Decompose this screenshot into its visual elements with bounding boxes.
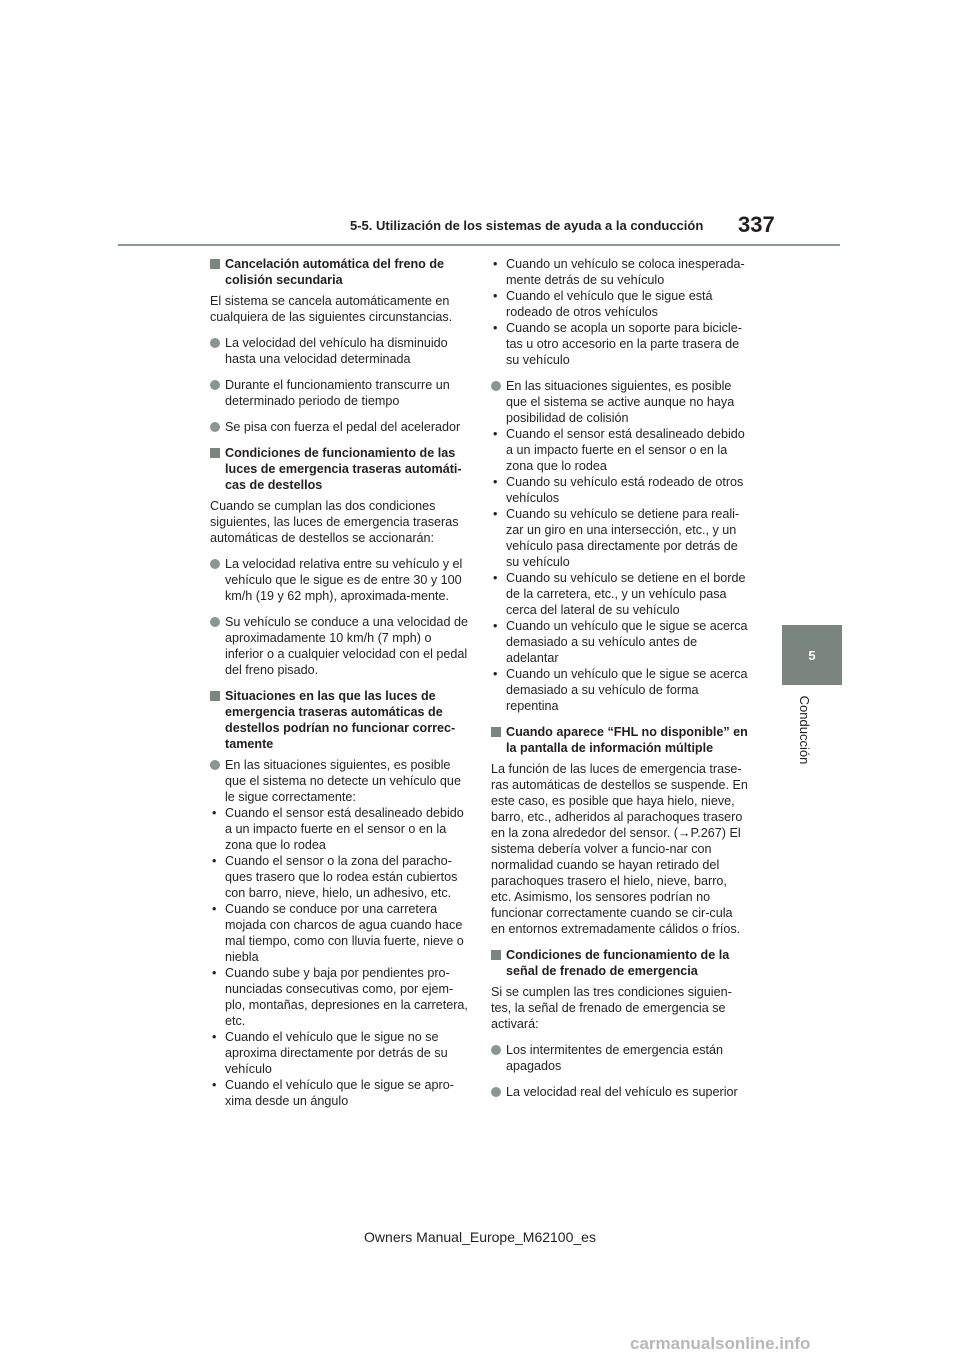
sub-bullet: • Cuando el sensor está desalineado debido a un impacto fuerte en el sensor o en la zona que lo rodea [491,426,749,474]
bullet-dot-icon [210,422,220,432]
sub-bullet: • Cuando el vehículo que le sigue está rodeado de otros vehículos [491,288,749,320]
bullet-item [210,757,468,805]
bullet-item [491,1042,749,1074]
bullet-text: Los intermitentes de emergencia están apagados [506,1043,724,1073]
bullet-dot-icon [210,760,220,770]
sub-bullet: • Cuando el sensor está desalineado debido a un impacto fuerte en el sensor o en la zona que lo rodea [210,805,468,853]
bullet-text: La velocidad del vehículo ha disminuido hasta una velocidad determinada [225,336,448,366]
sub-bullet: • Cuando un vehículo se coloca inesperada-mente detrás de su vehículo [491,256,749,288]
sub-bullet: • Cuando se conduce por una carretera mojada con charcos de agua cuando hace mal tiempo, como con lluvia fuerte, nieve o niebla [210,901,468,965]
chapter-number: 5 [808,647,816,663]
bullet-item [210,419,468,435]
sub-bullet: • Cuando un vehículo que le sigue se acerca demasiado a su vehículo de forma repentina [491,666,749,714]
bullet-item [210,335,468,367]
bullet-item [491,1084,749,1100]
section-heading: Cuando aparece “FHL no disponible” en la pantalla de información múltiple [491,724,749,756]
bullet-text: Su vehículo se conduce a una velocidad de aproximadamente 10 km/h (7 mph) o inferior o a cualquier velocidad con el pedal del freno pisado. [225,615,468,677]
bullet-item [491,378,749,426]
sub-bullet: • Cuando un vehículo que le sigue se acerca demasiado a su vehículo antes de adelantar [491,618,749,666]
bullet-item [210,377,468,409]
section-title: 5-5. Utilización de los sistemas de ayuda a la conducción [350,218,704,233]
sub-bullet: • Cuando el vehículo que le sigue no se aproxima directamente por detrás de su vehículo [210,1029,468,1077]
right-column [491,256,749,1110]
header-divider [118,244,840,246]
bullet-item [210,614,468,678]
sub-bullet: • Cuando se acopla un soporte para bicicle-tas u otro accesorio en la parte trasera de su vehículo [491,320,749,368]
section-heading: Condiciones de funcionamiento de las luces de emergencia traseras automáti-cas de destellos [210,445,468,493]
bullet-text: La velocidad relativa entre su vehículo y el vehículo que le sigue es de entre 30 y 100 km/h (19 y 62 mph), aproximada-mente. [225,557,463,603]
watermark[interactable]: carmanualsonline.info [630,1334,811,1353]
paragraph: Cuando se cumplan las dos condiciones siguientes, las luces de emergencia traseras automáticas de destellos se accionarán: [210,499,459,545]
section-heading: Cancelación automática del freno de colisión secundaria [210,256,468,288]
bullet-text: Se pisa con fuerza el pedal del acelerador [225,420,461,434]
paragraph: El sistema se cancela automáticamente en cualquiera de las siguientes circunstancias. [210,294,453,324]
bullet-dot-icon [491,1087,501,1097]
chapter-name: Conducción [797,695,812,765]
bullet-item [210,556,468,604]
sub-bullet: • Cuando el vehículo que le sigue se apro-xima desde un ángulo [210,1077,468,1109]
bullet-text: En las situaciones siguientes, es posible que el sistema se active aunque no haya posibilidad de colisión [506,379,735,425]
bullet-dot-icon [210,380,220,390]
page-number: 337 [738,212,775,237]
bullet-dot-icon [210,617,220,627]
bullet-text: Durante el funcionamiento transcurre un determinado periodo de tiempo [225,378,450,408]
sub-bullet: • Cuando sube y baja por pendientes pro-nunciadas consecutivas como, por ejem-plo, montañas, depresiones en la carretera, etc. [210,965,468,1029]
bullet-dot-icon [210,338,220,348]
bullet-dot-icon [210,559,220,569]
sub-bullet: • Cuando su vehículo se detiene para reali-zar un giro en una intersección, etc., y un vehículo pasa directamente por detrás de su vehículo [491,506,749,570]
bullet-text: En las situaciones siguientes, es posible que el sistema no detecte un vehículo que le sigue correctamente: [225,758,461,804]
paragraph: La función de las luces de emergencia trase-ras automáticas de destellos se suspende. En este caso, es posible que haya hielo, nieve, barro, etc., adheridos al parachoques trasero en la zona alrededor del sensor. (→P.267) El sistema debería volver a funcio-nar con normalidad cuando se hayan retirado del parachoques trasero el hielo, nieve, barro, etc. Asimismo, los sensores podrían no funcionar correctamente cuando se cir-cula en entornos extremadamente cálidos o fríos. [491,762,748,936]
footer-document-name: Owners Manual_Europe_M62100_es [364,1229,596,1245]
sub-bullet: • Cuando el sensor o la zona del paracho-ques trasero que lo rodea están cubiertos con barro, nieve, hielo, un adhesivo, etc. [210,853,468,901]
bullet-text: La velocidad real del vehículo es superior [506,1085,738,1099]
bullet-dot-icon [491,1045,501,1055]
sub-bullet: • Cuando su vehículo está rodeado de otros vehículos [491,474,749,506]
sub-bullet: • Cuando su vehículo se detiene en el borde de la carretera, etc., y un vehículo pasa cerca del lateral de su vehículo [491,570,749,618]
section-heading: Condiciones de funcionamiento de la señal de frenado de emergencia [491,947,749,979]
section-heading: Situaciones en las que las luces de emergencia traseras automáticas de destellos podrían no funcionar correc-tamente [210,688,468,752]
paragraph: Si se cumplen las tres condiciones siguien-tes, la señal de frenado de emergencia se activará: [491,985,732,1031]
chapter-tab[interactable] [782,625,842,685]
left-column [210,256,468,1109]
bullet-dot-icon [491,381,501,391]
